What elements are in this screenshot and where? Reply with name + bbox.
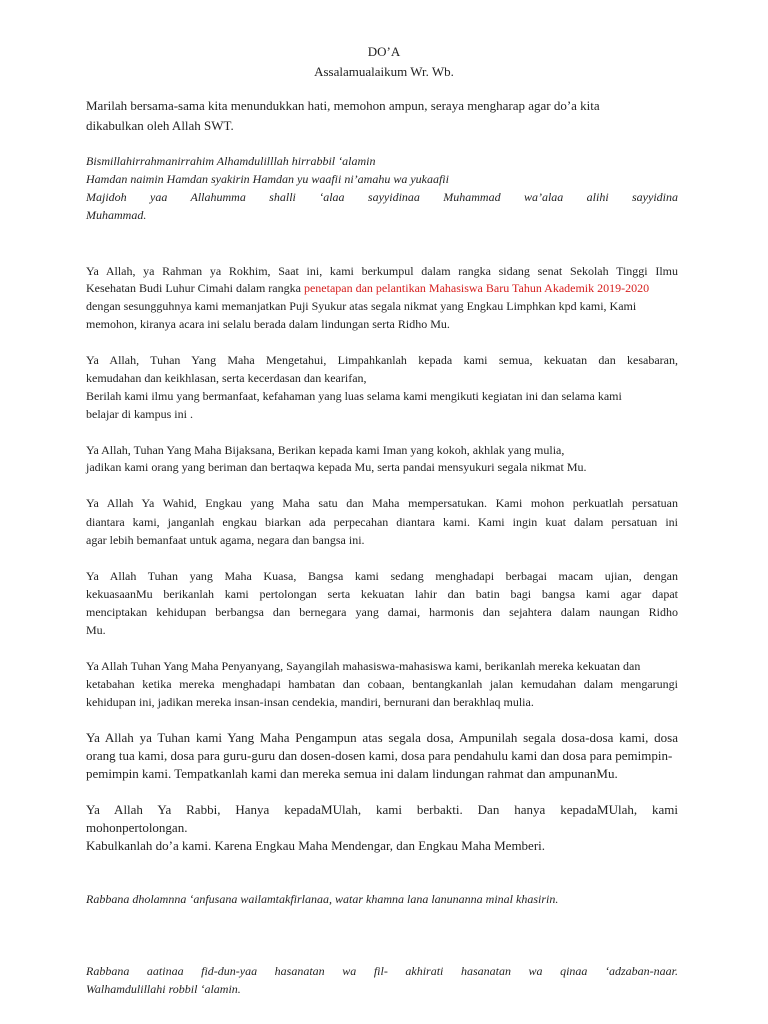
highlight-text: penetapan dan pelantikan Mahasiswa Baru Tahun Akademik 2019-2020 xyxy=(303,281,650,295)
paragraph-line: ketabahan ketika mereka menghadapi hambatan dan cobaan, bentangkanlah jalan kemudahan dalam mengarungi xyxy=(86,677,678,691)
intro-line: dikabulkan oleh Allah SWT. xyxy=(86,118,234,133)
paragraph-line: diantara kami, janganlah engkau biarkan ada perpecahan diantara kami. Kami ingin kuat dalam persatuan ini xyxy=(86,515,678,529)
paragraph-line: orang tua kami, dosa para guru-guru dan dosen-dosen kami, dosa para pendahulu kami dan dosa para pemimpin- xyxy=(86,748,673,763)
paragraph-line: Ya Allah Tuhan Yang Maha Penyanyang, Sayangilah mahasiswa-mahasiswa kami, berikanlah mereka kekuatan dan xyxy=(86,659,641,673)
paragraph-line: Ya Allah Tuhan yang Maha Kuasa, Bangsa kami sedang menghadapi berbagai macam ujian, dengan xyxy=(86,569,678,583)
paragraph-line: pemimpin kami. Tempatkanlah kami dan mereka semua ini dalam lindungan rahmat dan ampunanMu. xyxy=(86,766,618,781)
paragraph-line: menciptakan kehidupan berbangsa dan bernegara yang damai, harmonis dan sejahtera dalam naungan Ridho xyxy=(86,605,678,619)
paragraph-line: Kabulkanlah do’a kami. Karena Engkau Maha Mendengar, dan Engkau Maha Memberi. xyxy=(86,838,546,853)
paragraph-line: dengan sesungguhnya kami memanjatkan Puji Syukur atas segala nikmat yang Engkau Limphkan kpd kami, Kami xyxy=(86,299,637,313)
paragraph-line: belajar di kampus ini . xyxy=(86,407,193,421)
paragraph-line: mohonpertolongan. xyxy=(86,820,188,835)
paragraph-line: Ya Allah Ya Wahid, Engkau yang Maha satu dan Maha mempersatukan. Kami mohon perkuatlah persatuan xyxy=(86,496,678,510)
greeting: Assalamualaikum Wr. Wb. xyxy=(314,64,454,79)
opening-prayer-line: Hamdan naimin Hamdan syakirin Hamdan yu waafii ni’amahu wa yukaafii xyxy=(86,172,449,186)
paragraph-line: jadikan kami orang yang beriman dan bertaqwa kepada Mu, serta pandai mensyukuri segala nikmat Mu. xyxy=(86,460,587,474)
intro-line: Marilah bersama-sama kita menundukkan hati, memohon ampun, seraya mengharap agar do’a kita xyxy=(86,98,600,113)
paragraph-line: Ya Allah Ya Rabbi, Hanya kepadaMUlah, kami berbakti. Dan hanya kepadaMUlah, kami xyxy=(86,802,678,817)
closing-prayer-line: Rabbana aatinaa fid-dun-yaa hasanatan wa fil- akhirati hasanatan wa qinaa ‘adzaban-naar. xyxy=(86,964,678,978)
closing-prayer-line: Walhamdulillahi robbil ‘alamin. xyxy=(86,982,241,996)
paragraph-line: kemudahan dan keikhlasan, serta kecerdasan dan kearifan, xyxy=(86,371,367,385)
paragraph-line: kehidupan ini, jadikan mereka insan-insan cendekia, mandiri, bernurani dan berakhlaq mulia. xyxy=(86,695,534,709)
opening-prayer-line: Muhammad. xyxy=(86,208,147,222)
paragraph-line xyxy=(86,279,649,297)
closing-prayer-line: Rabbana dholamnna ‘anfusana wailamtakfirlanaa, watar khamna lana lanunanna minal khasirin. xyxy=(86,892,559,906)
paragraph-line: Mu. xyxy=(86,623,106,637)
paragraph-line: Ya Allah, Tuhan Yang Maha Bijaksana, Berikan kepada kami Iman yang kokoh, akhlak yang mulia, xyxy=(86,443,565,457)
paragraph-line: Ya Allah ya Tuhan kami Yang Maha Pengampun atas segala dosa, Ampunilah segala dosa-dosa kami, dosa xyxy=(86,730,678,745)
paragraph-line: agar lebih bemanfaat untuk agama, negara dan bangsa ini. xyxy=(86,533,365,547)
document-title: DO’A xyxy=(367,44,401,59)
opening-prayer-line: Majidoh yaa Allahumma shalli ‘alaa sayyidinaa Muhammad wa’alaa alihi sayyidina xyxy=(86,190,678,204)
paragraph-text: Kesehatan Budi Luhur Cimahi dalam rangka xyxy=(86,281,304,295)
paragraph-line: Ya Allah, Tuhan Yang Maha Mengetahui, Limpahkanlah kepada kami semua, kekuatan dan kesabaran, xyxy=(86,353,678,367)
opening-prayer-line: Bismillahirrahmanirrahim Alhamdulilllah hirrabbil ‘alamin xyxy=(86,154,376,168)
paragraph-line: kekuasaanMu berikanlah kami pertolongan serta kekuatan lahir dan batin bagi bangsa kami agar dapat xyxy=(86,587,678,601)
paragraph-line: Berilah kami ilmu yang bermanfaat, kefahaman yang luas selama kami mengikuti kegiatan ini dan selama kami xyxy=(86,389,622,403)
paragraph-line: Ya Allah, ya Rahman ya Rokhim, Saat ini, kami berkumpul dalam rangka sidang senat Sekolah Tinggi Ilmu xyxy=(86,264,678,278)
paragraph-line: memohon, kiranya acara ini selalu berada dalam lindungan serta Ridho Mu. xyxy=(86,317,450,331)
